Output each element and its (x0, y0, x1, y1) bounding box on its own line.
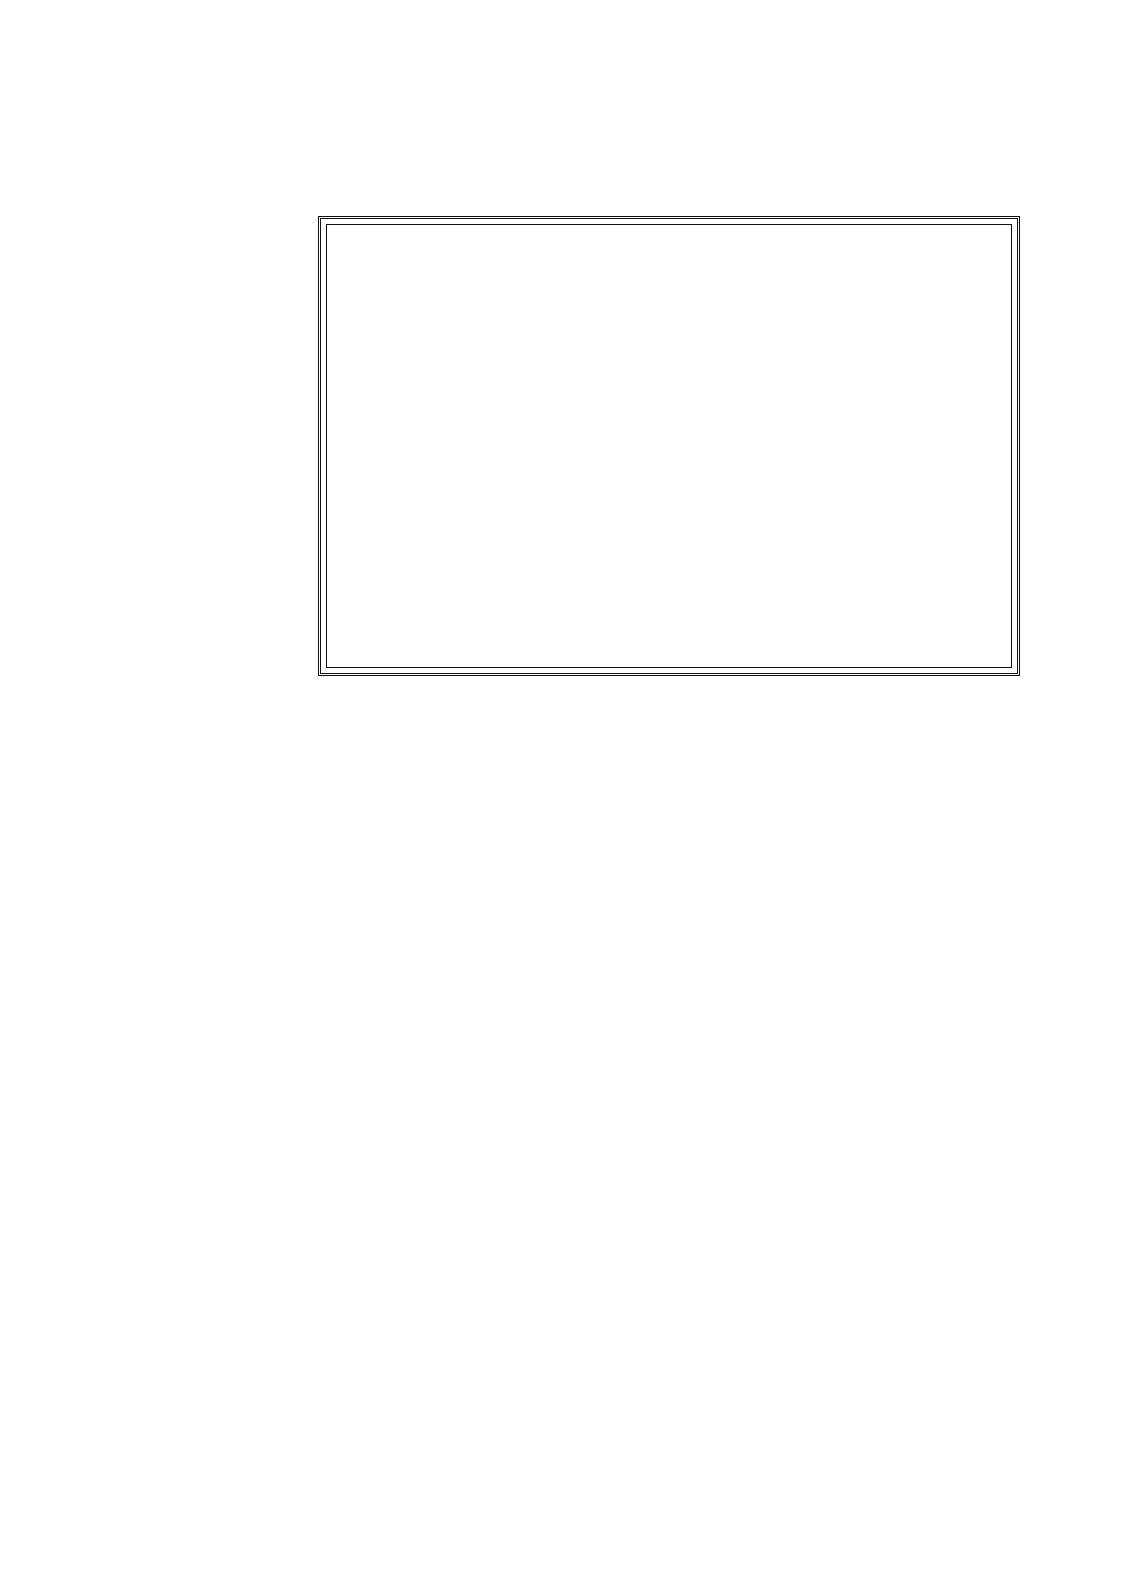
commentary-line (334, 376, 1004, 386)
footer-line (116, 1453, 1018, 1483)
commentary-line (334, 407, 1004, 417)
footer-line (116, 1515, 1018, 1545)
margin-line (116, 636, 312, 666)
margin-line (116, 928, 312, 958)
margin-line (116, 875, 312, 905)
commentary-line (334, 479, 1004, 489)
footer-line (116, 1484, 1018, 1514)
commentary-line (334, 417, 1004, 427)
margin-line (116, 504, 312, 534)
margin-line (116, 1193, 312, 1223)
commentary-line (334, 387, 1004, 397)
header-line (116, 165, 1018, 199)
commentary-line (334, 613, 1004, 623)
margin-line (116, 901, 312, 931)
margin-line (116, 1246, 312, 1276)
commentary-line (334, 428, 1004, 438)
margin-line (116, 1087, 312, 1117)
margin-line (116, 530, 312, 560)
margin-line (116, 292, 312, 322)
commentary-line (334, 232, 1004, 242)
commentary-line (334, 562, 1004, 572)
commentary-line (334, 520, 1004, 530)
commentary-line (334, 325, 1004, 335)
margin-line (116, 477, 312, 507)
margin-line (116, 212, 312, 242)
margin-line (116, 1007, 312, 1037)
margin-line (116, 1166, 312, 1196)
margin-line (116, 239, 312, 269)
margin-line (116, 1405, 312, 1435)
header-line (116, 128, 1018, 162)
margin-line (116, 371, 312, 401)
commentary-line (334, 541, 1004, 551)
margin-line (116, 769, 312, 799)
margin-line (116, 1034, 312, 1064)
commentary-line (334, 314, 1004, 324)
margin-line (116, 1140, 312, 1170)
commentary-line (334, 335, 1004, 345)
commentary-line (334, 593, 1004, 603)
commentary-line (334, 469, 1004, 479)
commentary-line (334, 284, 1004, 294)
margin-line (116, 1325, 312, 1355)
margin-line (116, 1352, 312, 1382)
commentary-line (334, 582, 1004, 592)
margin-line (116, 795, 312, 825)
margin-line (116, 398, 312, 428)
commentary-line (334, 273, 1004, 283)
commentary-line (334, 366, 1004, 376)
commentary-line (334, 634, 1004, 644)
margin-line (116, 954, 312, 984)
header-line (116, 91, 1018, 125)
margin-line (116, 848, 312, 878)
margin-line (116, 981, 312, 1011)
commentary-line (334, 253, 1004, 263)
margin-line (116, 1299, 312, 1329)
commentary-line (334, 459, 1004, 469)
commentary-line (334, 242, 1004, 252)
margin-line (116, 1272, 312, 1302)
commentary-line (334, 263, 1004, 273)
commentary-line (334, 294, 1004, 304)
footer-line (116, 1546, 1018, 1576)
commentary-line (334, 304, 1004, 314)
commentary-line (334, 438, 1004, 448)
commentary-line (334, 356, 1004, 366)
margin-line (116, 742, 312, 772)
margin-line (116, 583, 312, 613)
margin-line (116, 451, 312, 481)
commentary-line (334, 510, 1004, 520)
commentary-line (334, 448, 1004, 458)
margin-line (116, 1060, 312, 1090)
commentary-line (334, 572, 1004, 582)
margin-line (116, 345, 312, 375)
margin-line (116, 318, 312, 348)
margin-line (116, 1113, 312, 1143)
margin-line (116, 1219, 312, 1249)
margin-line (116, 822, 312, 852)
commentary-line (334, 551, 1004, 561)
commentary-line (334, 531, 1004, 541)
margin-line (116, 610, 312, 640)
commentary-line (334, 397, 1004, 407)
header-line (116, 58, 1018, 92)
commentary-line (334, 654, 1004, 664)
commentary-line (334, 644, 1004, 654)
commentary-line (334, 603, 1004, 613)
margin-line (116, 1378, 312, 1408)
margin-line (116, 265, 312, 295)
commentary-line (334, 500, 1004, 510)
margin-line (116, 424, 312, 454)
margin-line (116, 663, 312, 693)
margin-line (116, 689, 312, 719)
commentary-line (334, 623, 1004, 633)
commentary-line (334, 345, 1004, 355)
margin-line (116, 557, 312, 587)
commentary-line (334, 490, 1004, 500)
margin-line (116, 716, 312, 746)
